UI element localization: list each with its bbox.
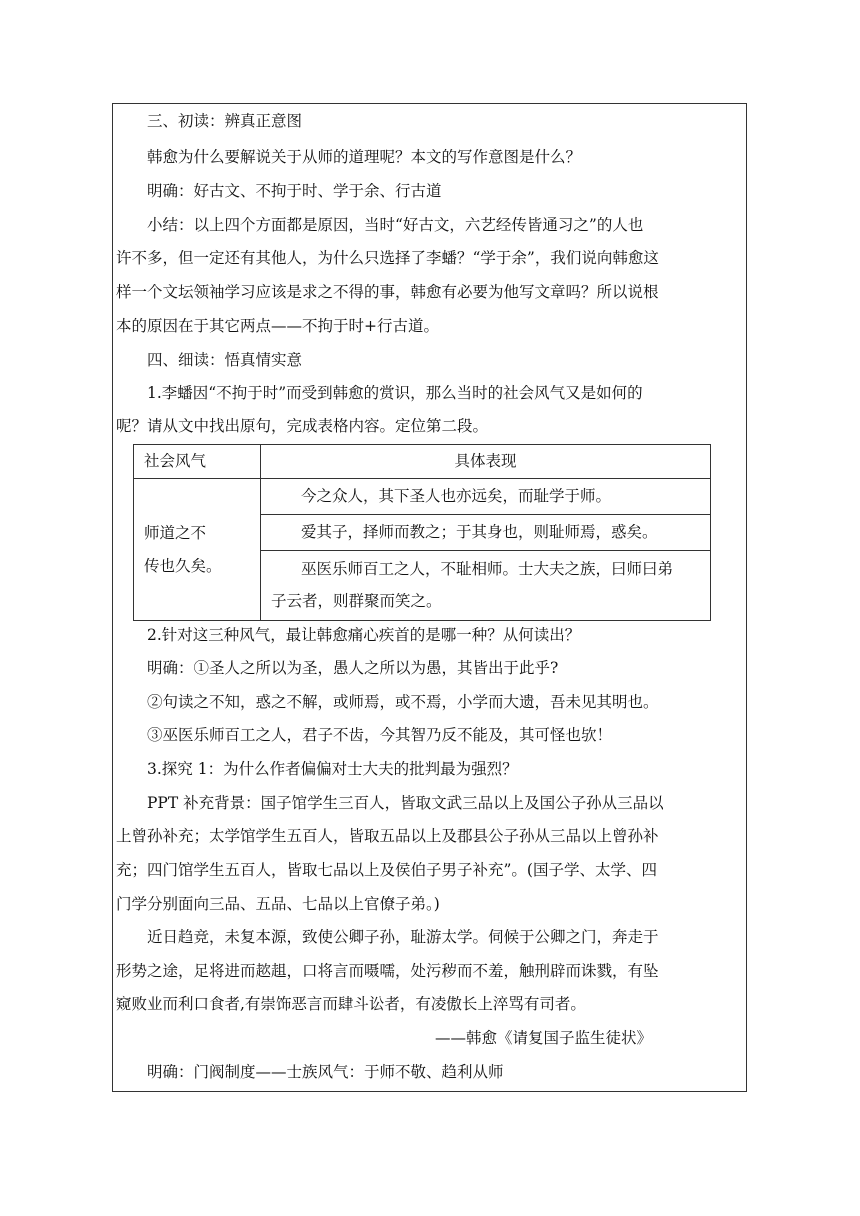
paragraph-line: 1.李蟠因“不拘于时”而受到韩愈的赏识，那么当时的社会风气又是如何的 bbox=[147, 384, 643, 402]
paragraph-line: 充；四门馆学生五百人，皆取七品以上及侯伯子男子补充”。(国子学、太学、四 bbox=[116, 861, 657, 879]
table-label-line: 传也久矣。 bbox=[144, 557, 222, 575]
quote-line: 窥败业而利口食者,有崇饰恶言而肆斗讼者，有凌傲长上淬骂有司者。 bbox=[116, 995, 586, 1013]
table-row bbox=[261, 479, 711, 515]
paragraph-line: 门学分别面向三品、五品、七品以上官僚子弟。) bbox=[116, 895, 440, 913]
paragraph-line: PPT 补充背景：国子馆学生三百人，皆取文武三品以上及国公子孙从三品以 bbox=[147, 794, 664, 812]
paragraph-line: ③巫医乐师百工之人，君子不齿，今其智乃反不能及，其可怪也欤！ bbox=[147, 726, 613, 744]
table-label-line: 师道之不 bbox=[144, 524, 207, 542]
paragraph-line: 明确：门阀制度——士族风气：于师不敬、趋利从师 bbox=[147, 1063, 504, 1081]
paragraph-line: 呢？请从文中找出原句，完成表格内容。定位第二段。 bbox=[116, 417, 489, 435]
paragraph-line: 本的原因在于其它两点——不拘于时+行古道。 bbox=[116, 317, 439, 335]
table-header-cell: 具体表现 bbox=[261, 445, 711, 479]
paragraph-line: 样一个文坛领袖学习应该是求之不得的事，韩愈有必要为他写文章吗？所以说根 bbox=[116, 283, 659, 301]
table-label-cell bbox=[134, 479, 261, 621]
paragraph-line: 上曾孙补充；太学馆学生五百人，皆取五品以上及郡县公子孙从三品以上曾孙补 bbox=[116, 827, 659, 845]
section-heading-3: 三、初读：辨真正意图 bbox=[147, 112, 303, 130]
table-row bbox=[261, 515, 711, 551]
paragraph-line: 明确：好古文、不拘于时、学于余、行古道 bbox=[147, 182, 442, 200]
table-row bbox=[261, 551, 711, 621]
quote-line: 形势之途，足将进而趑趄，口将言而嗫嚅，处污秽而不羞，触刑辟而诛戮，有坠 bbox=[116, 962, 659, 980]
paragraph-line: 韩愈为什么要解说关于从师的道理呢？本文的写作意图是什么？ bbox=[147, 148, 582, 166]
paragraph-line: 2.针对这三种风气，最让韩愈痛心疾首的是哪一种？从何读出？ bbox=[147, 626, 581, 644]
table-cell-text: 爱其子，择师而教之；于其身也，则耻师焉，惑矣。 bbox=[301, 523, 658, 541]
table-cell-text: 今之众人，其下圣人也亦远矣，而耻学于师。 bbox=[301, 487, 612, 505]
table-header-cell: 社会风气 bbox=[134, 445, 261, 479]
quote-source: ——韩愈《请复国子监生徒状》 bbox=[435, 1029, 653, 1047]
section-heading-4: 四、细读：悟真情实意 bbox=[147, 351, 303, 369]
table-cell-text: 巫医乐师百工之人，不耻相师。士大夫之族，曰师曰弟 bbox=[301, 560, 674, 578]
quote-line: 近日趋竞，未复本源，致使公卿子孙，耻游太学。伺候于公卿之门，奔走于 bbox=[147, 928, 659, 946]
paragraph-line: ②句读之不知，惑之不解，或师焉，或不焉，小学而大遗，吾未见其明也。 bbox=[147, 693, 659, 711]
social-customs-table bbox=[133, 444, 711, 621]
paragraph-line: 小结：以上四个方面都是原因，当时“好古文，六艺经传皆通习之”的人也 bbox=[147, 216, 644, 234]
paragraph-line: 3.探究 1：为什么作者偏偏对士大夫的批判最为强烈？ bbox=[147, 760, 518, 778]
paragraph-line: 明确：①圣人之所以为圣，愚人之所以为愚，其皆出于此乎? bbox=[147, 659, 559, 677]
table-cell-text: 子云者，则群聚而笑之。 bbox=[271, 592, 442, 610]
paragraph-line: 许不多，但一定还有其他人，为什么只选择了李蟠？“学于余”，我们说向韩愈这 bbox=[116, 249, 659, 267]
